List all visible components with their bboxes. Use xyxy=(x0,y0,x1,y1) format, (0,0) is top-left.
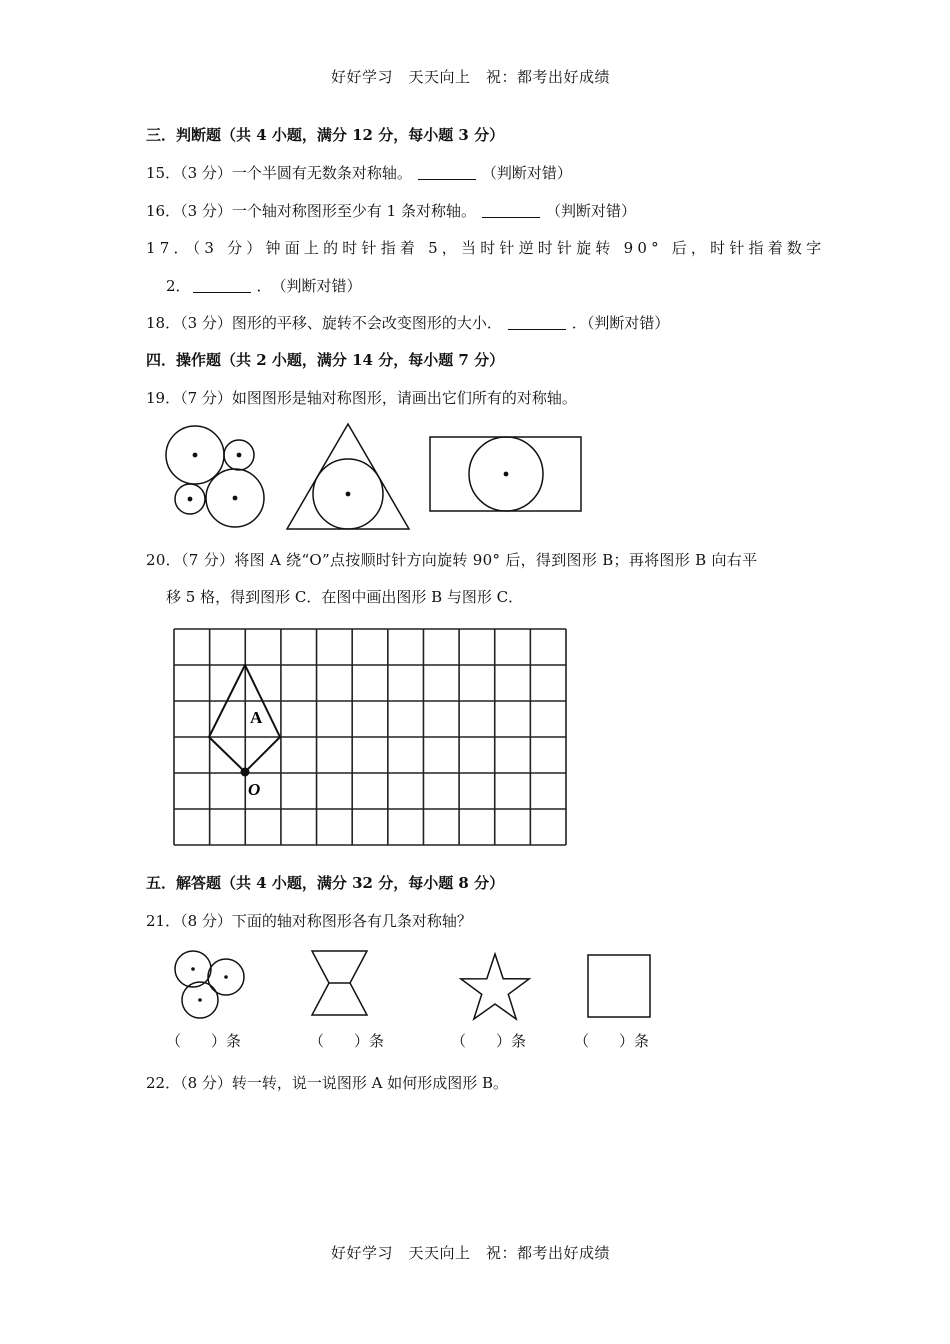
question-19: 19．（7 分）如图图形是轴对称图形，请画出它们所有的对称轴。 xyxy=(146,389,577,407)
section-4-title: 四．操作题（共 2 小题，满分 14 分，每小题 7 分） xyxy=(146,351,505,369)
question-21: 21．（8 分）下面的轴对称图形各有几条对称轴？ xyxy=(146,912,472,930)
q21-star xyxy=(461,954,529,1019)
question-17-text: 2． xyxy=(166,277,191,295)
shape-a-label: A xyxy=(250,708,263,727)
question-18-text: 18．（3 分）图形的平移、旋转不会改变图形的大小． xyxy=(146,314,502,332)
question-17-line1: 17．（3 分）钟面上的时针指着 5，当时针逆时针旋转 90° 后，时针指着数字 xyxy=(146,239,826,257)
question-18-hint: ．（判断对错） xyxy=(571,314,670,332)
question-15-hint: （判断对错） xyxy=(481,164,572,182)
question-17-hint: ． （判断对错） xyxy=(256,277,362,295)
question-20-line1: 20．（7 分）将图 A 绕“O”点按顺时针方向旋转 90° 后，得到图形 B；再将图形 B 向右平 xyxy=(146,551,758,569)
question-15-text: 15．（3 分）一个半圆有无数条对称轴。 xyxy=(146,164,412,182)
answer-slot-3[interactable]: （ ）条 xyxy=(451,1032,527,1050)
answer-slot-2[interactable]: （ ）条 xyxy=(309,1032,385,1050)
center-dot xyxy=(224,975,228,979)
answer-slot-4[interactable]: （ ）条 xyxy=(574,1032,650,1050)
center-dot xyxy=(198,998,202,1002)
section-3-title: 三．判断题（共 4 小题，满分 12 分，每小题 3 分） xyxy=(146,126,505,144)
point-o-label: O xyxy=(248,780,261,799)
center-dot xyxy=(191,967,195,971)
question-16-text: 16．（3 分）一个轴对称图形至少有 1 条对称轴。 xyxy=(146,202,476,220)
question-22: 22．（8 分）转一转，说一说图形 A 如何形成图形 B。 xyxy=(146,1074,509,1092)
q21-square xyxy=(588,955,650,1017)
question-16-hint: （判断对错） xyxy=(545,202,636,220)
section-5-title: 五．解答题（共 4 小题，满分 32 分，每小题 8 分） xyxy=(146,874,505,892)
page-footer: 好好学习 天天向上 祝：都考出好成绩 xyxy=(331,1244,611,1262)
answer-slot-1[interactable]: （ ）条 xyxy=(166,1032,242,1050)
question-20-line2: 移 5 格，得到图形 C．在图中画出图形 B 与图形 C． xyxy=(166,588,524,606)
page-header: 好好学习 天天向上 祝：都考出好成绩 xyxy=(331,68,611,86)
